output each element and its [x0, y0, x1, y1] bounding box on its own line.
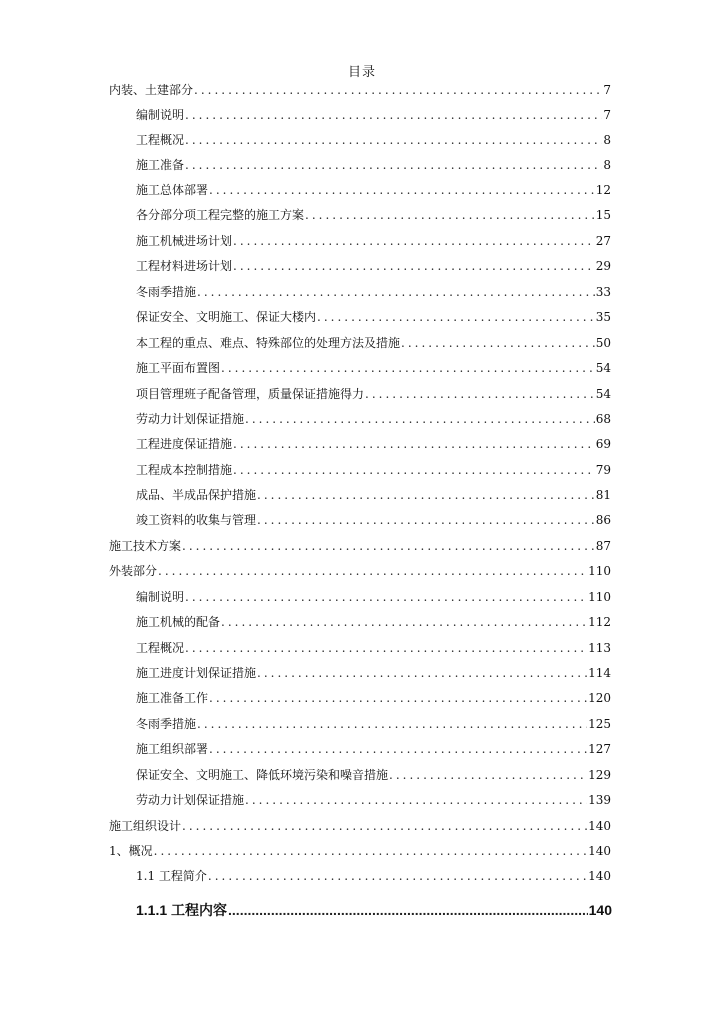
toc-entry-page: 8: [603, 133, 611, 147]
toc-entry-page: 29: [595, 259, 611, 273]
toc-entry[interactable]: [136, 436, 611, 452]
toc-entry-page: 125: [588, 717, 611, 731]
toc-entry-label: 竣工资料的收集与管理: [136, 513, 257, 527]
toc-entry-page: 129: [588, 768, 611, 782]
toc-leader: [233, 258, 595, 274]
toc-leader: [221, 360, 595, 376]
toc-entry[interactable]: [136, 792, 611, 808]
toc-entry-label: 项目管理班子配备管理，质量保证措施得力: [136, 387, 365, 401]
toc-entry[interactable]: [136, 462, 611, 478]
toc-leader: [185, 589, 587, 605]
toc-entry-page: 127: [588, 742, 611, 756]
toc-entry-label: 本工程的重点、难点、特殊部位的处理方法及措施: [136, 336, 401, 350]
toc-entry-label: 施工准备: [136, 158, 185, 172]
toc-entry-label: 冬雨季措施: [136, 285, 197, 299]
toc-leader: [228, 902, 588, 918]
toc-entry-page: 79: [595, 463, 611, 477]
toc-entry-page: 113: [588, 641, 611, 655]
toc-leader: [317, 309, 595, 325]
toc-leader: [182, 538, 595, 554]
toc-entry-page: 7: [603, 108, 611, 122]
toc-entry[interactable]: [109, 563, 611, 579]
toc-leader: [194, 82, 602, 98]
toc-entry-page: 54: [595, 387, 611, 401]
toc-leader: [233, 462, 595, 478]
toc-leader: [197, 716, 587, 732]
toc-entry[interactable]: [136, 386, 611, 402]
toc-entry-label: 外装部分: [109, 564, 158, 578]
toc-leader: [305, 207, 595, 223]
toc-leader: [209, 690, 587, 706]
toc-entry[interactable]: [136, 207, 611, 223]
toc-entry-label: 工程材料进场计划: [136, 259, 233, 273]
toc-entry-label: 工程概况: [136, 133, 185, 147]
toc-entry[interactable]: [136, 716, 611, 732]
toc-entry[interactable]: [136, 512, 611, 528]
toc-entry-label: 保证安全、文明施工、降低环境污染和噪音措施: [136, 768, 389, 782]
toc-entry-page: 114: [588, 666, 611, 680]
toc-leader: [208, 868, 587, 884]
toc-entry[interactable]: [109, 818, 611, 834]
toc-entry[interactable]: [136, 284, 611, 300]
toc-entry-page: 112: [588, 615, 611, 629]
toc-entry-label: 施工机械的配备: [136, 615, 221, 629]
toc-entry[interactable]: [136, 309, 611, 325]
toc-entry[interactable]: [109, 538, 611, 554]
toc-entry-label: 内装、土建部分: [109, 83, 194, 97]
toc-entry[interactable]: [136, 157, 611, 173]
toc-entry-page: 8: [603, 158, 611, 172]
toc-leader: [257, 487, 595, 503]
toc-entry-label: 编制说明: [136, 590, 185, 604]
toc-entry-page: 54: [595, 361, 611, 375]
toc-entry-page: 120: [588, 691, 611, 705]
toc-entry-label: 冬雨季措施: [136, 717, 197, 731]
toc-title: 目录: [347, 65, 376, 80]
toc-entry-page: 81: [595, 488, 611, 502]
toc-leader: [185, 640, 587, 656]
toc-leader: [245, 411, 595, 427]
toc-entry-label: 1、概况: [109, 844, 153, 858]
toc-leader: [185, 107, 602, 123]
toc-entry-page: 139: [588, 793, 611, 807]
toc-entry[interactable]: [136, 767, 611, 783]
toc-entry[interactable]: [136, 487, 611, 503]
toc-entry-page: 69: [595, 437, 611, 451]
toc-entry-page: 68: [595, 412, 611, 426]
toc-leader: [209, 182, 595, 198]
toc-entry-label: 施工平面布置图: [136, 361, 221, 375]
toc-entry-page: 140: [588, 869, 611, 883]
toc-entry[interactable]: [136, 640, 611, 656]
toc-entry-page: 27: [595, 234, 611, 248]
toc-leader: [257, 665, 587, 681]
toc-leader: [197, 284, 595, 300]
toc-entry-page: 87: [595, 539, 611, 553]
toc-entry-label: 各分部分项工程完整的施工方案: [136, 208, 305, 222]
toc-entry[interactable]: [136, 182, 611, 198]
toc-entry-label: 施工进度计划保证措施: [136, 666, 257, 680]
toc-leader: [221, 614, 587, 630]
toc-entry-page: 140: [588, 819, 611, 833]
toc-entry[interactable]: [136, 107, 611, 123]
toc-leader: [233, 233, 595, 249]
toc-entry-page: 35: [595, 310, 611, 324]
toc-leader: [401, 335, 595, 351]
toc-entry-page: 33: [595, 285, 611, 299]
toc-entry-label: 施工准备工作: [136, 691, 209, 705]
toc-entry-page: 140: [588, 902, 612, 918]
toc-entry-label: 1.1.1 工程内容: [136, 902, 228, 918]
toc-entry-label: 劳动力计划保证措施: [136, 412, 245, 426]
toc-entry[interactable]: [136, 132, 611, 148]
toc-entry-label: 工程进度保证措施: [136, 437, 233, 451]
toc-entry-label: 1.1 工程简介: [136, 869, 207, 883]
toc-entry-label: 工程概况: [136, 641, 185, 655]
toc-entry[interactable]: [136, 902, 612, 918]
toc-entry[interactable]: [136, 690, 611, 706]
toc-leader: [389, 767, 587, 783]
toc-entry-page: 110: [588, 590, 611, 604]
toc-entry-page: 140: [588, 844, 611, 858]
toc-entry-label: 施工机械进场计划: [136, 234, 233, 248]
toc-leader: [185, 132, 602, 148]
toc-entry-label: 工程成本控制措施: [136, 463, 233, 477]
toc-entry[interactable]: [136, 741, 611, 757]
toc-entry-page: 86: [595, 513, 611, 527]
toc-leader: [365, 386, 595, 402]
toc-leader: [154, 843, 587, 859]
toc-entry[interactable]: [136, 411, 611, 427]
toc-entry-page: 50: [595, 336, 611, 350]
toc-entry[interactable]: [136, 868, 611, 884]
toc-leader: [182, 818, 587, 834]
toc-entry-label: 编制说明: [136, 108, 185, 122]
toc-entry[interactable]: [136, 360, 611, 376]
toc-entry-label: 施工组织设计: [109, 819, 182, 833]
toc-leader: [245, 792, 587, 808]
toc-entry[interactable]: [136, 258, 611, 274]
toc-entry[interactable]: [136, 335, 611, 351]
toc-leader: [257, 512, 595, 528]
toc-entry-label: 施工总体部署: [136, 183, 209, 197]
toc-entry[interactable]: [136, 589, 611, 605]
toc-leader: [233, 436, 595, 452]
toc-entry-page: 12: [595, 183, 611, 197]
toc-entry-page: 15: [595, 208, 611, 222]
toc-entry-label: 施工技术方案: [109, 539, 182, 553]
toc-entry[interactable]: [136, 614, 611, 630]
toc-leader: [158, 563, 587, 579]
toc-entry[interactable]: [109, 82, 611, 98]
toc-entry-label: 成品、半成品保护措施: [136, 488, 257, 502]
toc-leader: [209, 741, 587, 757]
toc-entry[interactable]: [136, 233, 611, 249]
toc-entry-page: 7: [603, 83, 611, 97]
toc-entry[interactable]: [136, 665, 611, 681]
toc-entry-label: 劳动力计划保证措施: [136, 793, 245, 807]
toc-entry-page: 110: [588, 564, 611, 578]
toc-entry-label: 保证安全、文明施工、保证大楼内: [136, 310, 317, 324]
toc-entry[interactable]: [109, 843, 611, 859]
toc-leader: [185, 157, 602, 173]
toc-entry-label: 施工组织部署: [136, 742, 209, 756]
